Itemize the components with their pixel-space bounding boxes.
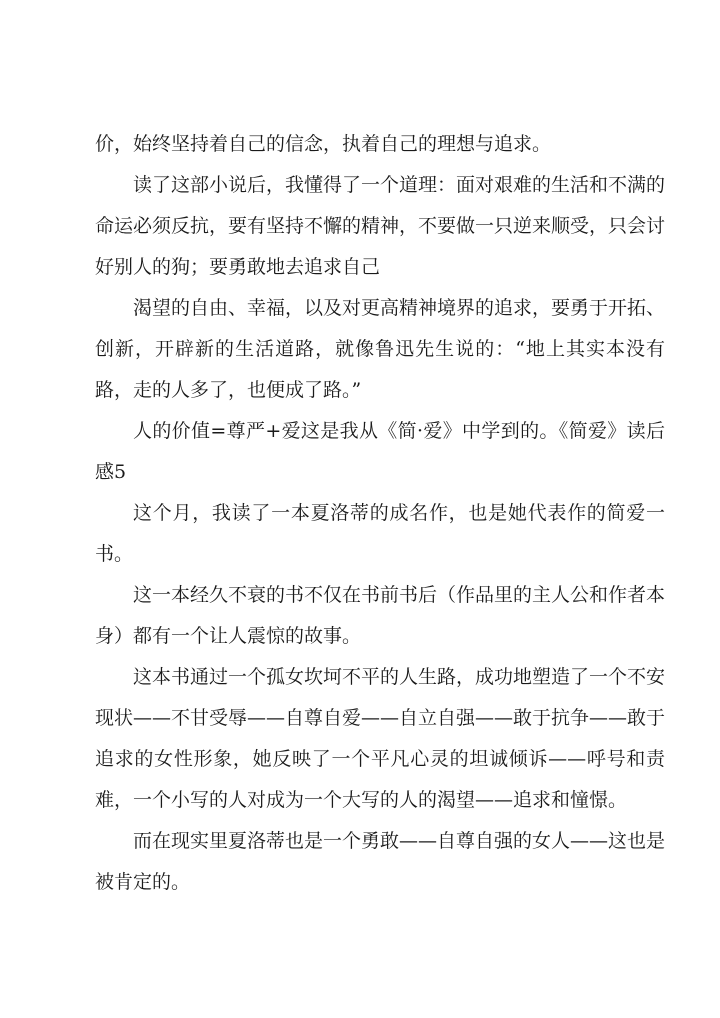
paragraph-6: 这一本经久不衰的书不仅在书前书后（作品里的主人公和作者本身）都有一个让人震惊的故事。 (95, 584, 666, 647)
paragraph-2: 读了这部小说后，我懂得了一个道理：面对艰难的生活和不满的命运必须反抗，要有坚持不懈的精神，不要做一只逆来顺受，只会讨好别人的狗；要勇敢地去追求自己 (95, 174, 666, 278)
paragraph-3: 渴望的自由、幸福，以及对更高精神境界的追求，要勇于开拓、创新，开辟新的生活道路，就像鲁迅先生说的：“地上其实本没有路，走的人多了，也便成了路。” (95, 297, 666, 401)
paragraph-7: 这本书通过一个孤女坎坷不平的人生路，成功地塑造了一个不安现状——不甘受辱——自尊自爱——自立自强——敢于抗争——敢于追求的女性形象，她反映了一个平凡心灵的坦诚倾诉——呼号和责难，一个小写的人对成为一个大写的人的渴望——追求和憧憬。 (95, 666, 666, 811)
paragraph-5: 这个月，我读了一本夏洛蒂的成名作，也是她代表作的简爱一书。 (95, 502, 665, 565)
paragraph-1: 价，始终坚持着自己的信念，执着自己的理想与追求。 (95, 133, 552, 155)
document-body (95, 124, 665, 903)
paragraph-4: 人的价值=尊严+爱这是我从《简·爱》中学到的。《简爱》读后感5 (95, 420, 665, 483)
paragraph-8: 而在现实里夏洛蒂也是一个勇敢——自尊自强的女人——这也是被肯定的。 (95, 830, 666, 893)
